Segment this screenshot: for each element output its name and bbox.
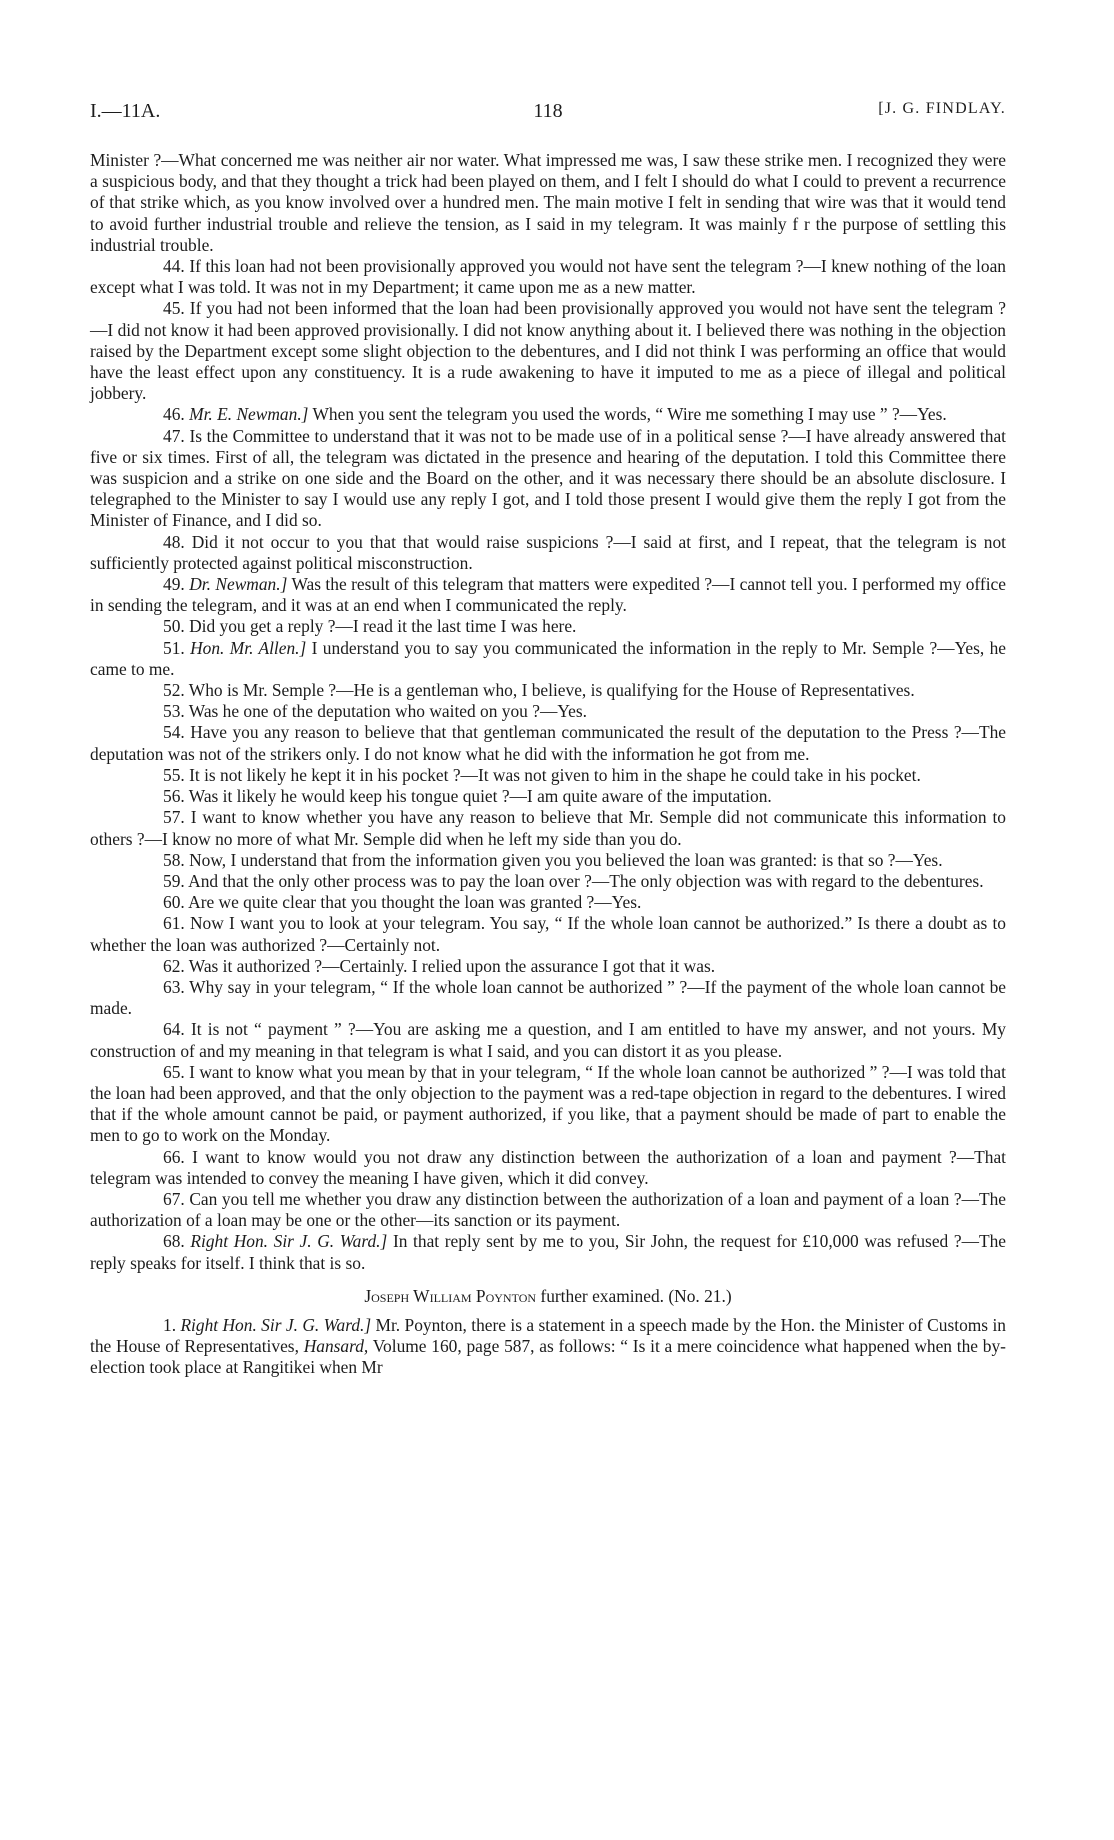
question-number: 67. xyxy=(163,1188,185,1209)
question-number: 54. xyxy=(163,722,185,743)
question-number: 49. xyxy=(163,574,185,595)
question-text: Now, I understand that from the information given you you believed the loan was granted: is that so ?—Yes. xyxy=(189,849,943,870)
question-list xyxy=(90,150,1006,1274)
question-number: 64. xyxy=(163,1019,185,1040)
question-number: 68. xyxy=(163,1231,185,1252)
question-paragraph xyxy=(90,574,1006,616)
question-number: 45. xyxy=(163,298,185,319)
question-number: 65. xyxy=(163,1061,185,1082)
question-number: 50. xyxy=(163,616,185,637)
speaker-name: Right Hon. Sir J. G. Ward.] xyxy=(190,1231,388,1252)
question-text: Minister ?—What concerned me was neither air nor water. What impressed me was, I saw these strike men. I recognized they were a suspicious body, and that they thought a trick had been played on them, and I felt I should do what I could to prevent a recurrence of that strike which, as you know involved over a hundred men. The main motive I felt in sending that wire was that it would tend to avoid further industrial trouble and relieve the tension, as I said in my telegram. It was mainly f r the purpose of settling this industrial trouble. xyxy=(90,150,1006,255)
question-number: 44. xyxy=(163,256,185,277)
question-text: I want to know would you not draw any distinction between the authorization of a loan and payment ?—That telegram was intended to convey the meaning I have given, which it did convey. xyxy=(90,1146,1006,1188)
question-text: Why say in your telegram, “ If the whole loan cannot be authorized ” ?—If the payment of the whole loan cannot be made. xyxy=(90,976,1006,1019)
question-text: Are we quite clear that you thought the loan was granted ?—Yes. xyxy=(188,892,642,913)
question-number: 46. xyxy=(163,404,185,425)
question-number: 66. xyxy=(163,1146,185,1167)
question-text: Mr. Poynton, there is a statement in a speech made by the Hon. the Minister of Customs in the House of Representatives, xyxy=(90,1314,1006,1357)
question-number: 48. xyxy=(163,531,185,552)
question-text: Can you tell me whether you draw any distinction between the authorization of a loan and payment of a loan ?—The authorization of a loan may be one or the other—its sanction or its payment. xyxy=(90,1188,1006,1231)
page-header xyxy=(90,100,1006,130)
question-paragraph xyxy=(90,298,1006,404)
witness-name: Joseph William Poynton xyxy=(364,1285,537,1306)
question-paragraph xyxy=(90,638,1006,680)
question-number: 59. xyxy=(163,870,185,891)
question-number: 47. xyxy=(163,425,185,446)
question-number: 58. xyxy=(163,849,185,870)
publication-title: Hansard, xyxy=(303,1336,369,1357)
question-text: In that reply sent by me to you, Sir John, the request for £10,000 was refused ?—The reply speaks for itself. I think that is so. xyxy=(90,1231,1007,1273)
question-text: Who is Mr. Semple ?—He is a gentleman who, I believe, is qualifying for the House of Representatives. xyxy=(188,680,915,701)
question-text: Was the result of this telegram that matters were expedited ?—I cannot tell you. I performed my office in sending the telegram, and it was at an end when I communicated the reply. xyxy=(90,574,1006,616)
question-number: 61. xyxy=(163,913,185,934)
question-text: Is the Committee to understand that it was not to be made use of in a political sense ?—I have already answered that five or six times. First of all, the telegram was dictated in the presence and hearing of the deputation. I told this Committee there was suspicion and a strike on one side and the Board on the other, and it was necessary there should be an absolute disclosure. I telegraphed to the Minister to say I would use any reply I got, and I told those present I would give them the reply I got from the Minister of Finance, and I did so. xyxy=(90,425,1006,531)
question-number: 63. xyxy=(163,976,185,997)
question-paragraph xyxy=(90,807,1006,849)
question-number: 51. xyxy=(163,637,185,658)
question-text: If this loan had not been provisionally approved you would not have sent the telegram ?—I knew nothing of the loan except what I was told. It was not in my Department; it came upon me as a new matter. xyxy=(90,256,1006,298)
question-number: 55. xyxy=(163,764,185,785)
question-text: It is not likely he kept it in his pocket ?—It was not given to him in the shape he could take in his pocket. xyxy=(189,764,921,785)
question-text: And that the only other process was to pay the loan over ?—The only objection was with regard to the debentures. xyxy=(188,870,984,891)
question-text-continued: Volume 160, page 587, as follows: “ Is it a mere coincidence what happened when the by-election took place at Rangitikei when Mr xyxy=(90,1336,1006,1378)
question-text: When you sent the telegram you used the words, “ Wire me something I may use ” ?—Yes. xyxy=(312,404,947,425)
question-paragraph xyxy=(90,1189,1006,1231)
question-number: 57. xyxy=(163,807,185,828)
question-paragraph xyxy=(90,150,1006,256)
question-paragraph xyxy=(90,722,1006,764)
speaker-name: Mr. E. Newman.] xyxy=(189,404,309,425)
question-paragraph xyxy=(90,426,1006,532)
question-paragraph xyxy=(90,532,1006,574)
question-paragraph xyxy=(90,850,1006,871)
question-text: Have you any reason to believe that that gentleman communicated the result of the deputation to the Press ?—The deputation was not of the strikers only. I do not know what he did with the information he got from me. xyxy=(90,722,1006,764)
page-number: 118 xyxy=(533,100,563,122)
question-paragraph xyxy=(90,616,1006,637)
question-paragraph xyxy=(90,956,1006,977)
question-text: Did you get a reply ?—I read it the last time I was here. xyxy=(189,616,577,637)
question-paragraph xyxy=(90,1147,1006,1189)
question-number: 60. xyxy=(163,892,185,913)
transcript-body xyxy=(90,150,1006,1379)
question-paragraph xyxy=(90,765,1006,786)
question-paragraph xyxy=(90,1231,1006,1273)
question-text: It is not “ payment ” ?—You are asking me a question, and I am entitled to have my answer, and not yours. My construction of and my meaning in that telegram is what I said, and you can distort it as you please. xyxy=(90,1019,1006,1061)
witness-name-header: [J. G. FINDLAY. xyxy=(878,100,1006,117)
question-text: Did it not occur to you that that would raise suspicions ?—I said at first, and I repeat, that the telegram is not sufficiently protected against political misconstruction. xyxy=(90,531,1006,573)
speaker-name: Right Hon. Sir J. G. Ward.] xyxy=(180,1314,372,1335)
question-paragraph xyxy=(90,871,1006,892)
question-number: 53. xyxy=(163,701,185,722)
question-paragraph xyxy=(90,1315,1006,1379)
question-text: Was he one of the deputation who waited on you ?—Yes. xyxy=(188,701,587,722)
speaker-name: Hon. Mr. Allen.] xyxy=(190,637,307,658)
question-text: Now I want you to look at your telegram. You say, “ If the whole loan cannot be authorized.” Is there a doubt as to whether the loan was authorized ?—Certainly not. xyxy=(90,913,1006,955)
question-number: 62. xyxy=(163,955,185,976)
question-text: Was it authorized ?—Certainly. I relied upon the assurance I got that it was. xyxy=(188,955,716,976)
question-paragraph xyxy=(90,977,1006,1019)
question-paragraph xyxy=(90,913,1006,955)
question-paragraph xyxy=(90,1062,1006,1147)
report-reference: I.—11A. xyxy=(90,100,161,122)
speaker-name: Dr. Newman.] xyxy=(189,574,288,595)
section-heading xyxy=(90,1286,1006,1307)
question-text: I want to know what you mean by that in your telegram, “ If the whole loan cannot be authorized ” ?—I was told that the loan had been approved, and that the only objection to the payment was a red-tape objection in regard to the debentures. I wired that if the whole amount cannot be paid, or payment authorized, if you like, that a payment should be made of part to enable the men to go to work on the Monday. xyxy=(90,1061,1006,1146)
question-number: 1. xyxy=(163,1314,177,1335)
question-paragraph xyxy=(90,892,1006,913)
examination-note: further examined. (No. 21.) xyxy=(540,1285,732,1306)
question-paragraph xyxy=(90,256,1006,298)
second-question-list xyxy=(90,1315,1006,1379)
question-paragraph xyxy=(90,786,1006,807)
question-paragraph xyxy=(90,1019,1006,1061)
question-text: I want to know whether you have any reason to believe that Mr. Semple did not communicate this information to others ?—I know no more of what Mr. Semple did when he left my side than you do. xyxy=(90,807,1006,849)
question-text: If you had not been informed that the loan had been provisionally approved you would not have sent the telegram ?—I did not know it had been approved provisionally. I did not know anything about it. I believed there was nothing in the objection raised by the Department except some slight objection to the debentures, and I did not think I was performing an office that would have the least effect upon any constituency. It is a rude awakening to have it imputed to me as a piece of illegal and political jobbery. xyxy=(90,298,1006,404)
question-paragraph xyxy=(90,404,1006,425)
question-paragraph xyxy=(90,680,1006,701)
question-paragraph xyxy=(90,701,1006,722)
question-text: Was it likely he would keep his tongue quiet ?—I am quite aware of the imputation. xyxy=(188,786,772,807)
question-number: 52. xyxy=(163,680,185,701)
question-number: 56. xyxy=(163,786,185,807)
question-text: I understand you to say you communicated the information in the reply to Mr. Semple ?—Yes, he came to me. xyxy=(90,637,1006,679)
